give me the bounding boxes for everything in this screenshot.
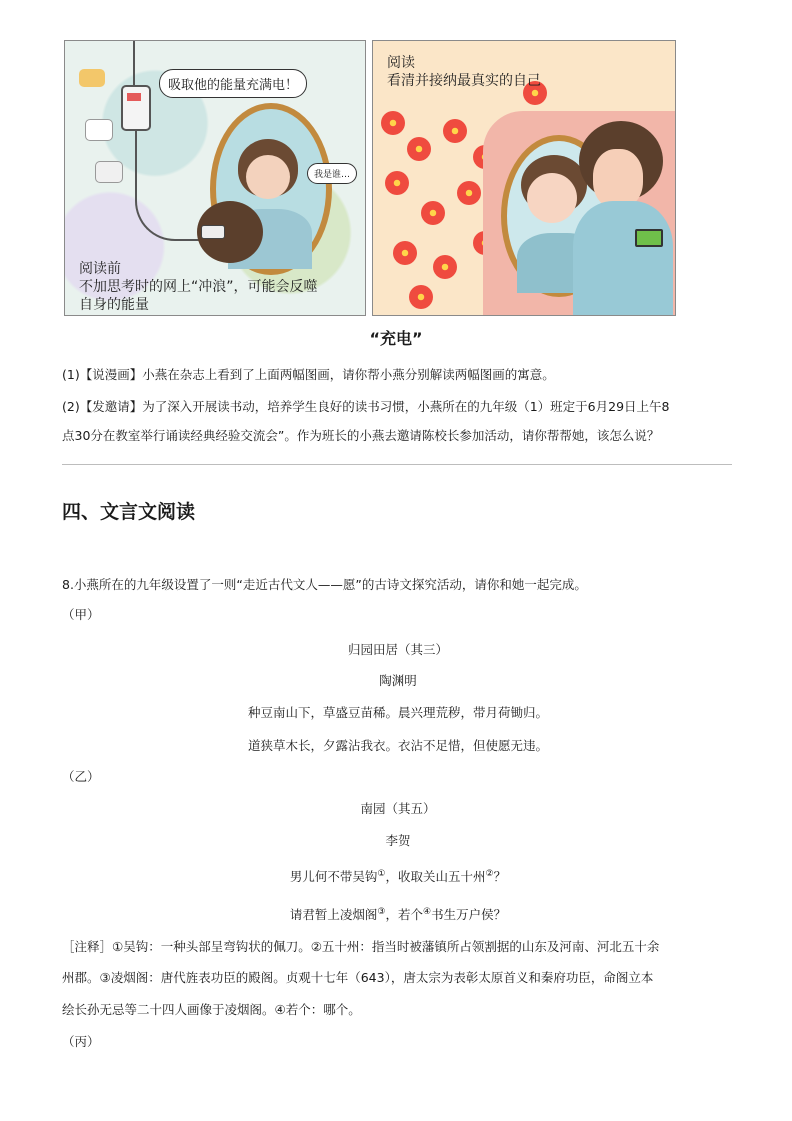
flower-decoration [393, 241, 417, 265]
caption-title: 阅读 [387, 55, 415, 71]
annotation-line: 州郡。③凌烟阁：唐代旌表功臣的殿阁。贞观十七年（643），唐太宗为表彰太原首义和秦府功臣，命阁立本 [62, 970, 654, 985]
poem2-text: 请君暂上凌烟阁 [289, 907, 378, 922]
reading-intro: 8.小燕所在的九年级设置了一则“走近古代文人——愿”的古诗文探究活动，请你和她一起完成。 [62, 577, 587, 592]
caption-title: 阅读前 [79, 261, 121, 277]
label-yi: （乙） [62, 769, 100, 784]
flower-decoration [407, 137, 431, 161]
poem2-text: ，收取关山五十州 [385, 869, 486, 884]
poem2-text: ，若个 [385, 907, 423, 922]
caption-line: 不加思考时的网上“冲浪”，可能会反噬 [79, 279, 318, 295]
poem2-text: 书生万户侯？ [431, 907, 507, 922]
chat-bubble-icon [79, 69, 105, 87]
phone-icon [121, 85, 151, 131]
flower-decoration [385, 171, 409, 195]
charging-cable [133, 41, 135, 85]
plug-icon [201, 225, 225, 239]
comic-title: “充电” [369, 329, 423, 348]
poem1-line: 道狭草木长，夕露沾我衣。衣沾不足惜，但使愿无违。 [247, 738, 548, 753]
caption-line: 看清并接纳最真实的自己 [387, 73, 541, 89]
poem2-line [62, 867, 734, 885]
note-marker: ③ [377, 906, 386, 917]
poem1-title: 归园田居（其三） [347, 642, 448, 657]
comic-panel-reading [372, 40, 676, 316]
label-jia: （甲） [62, 607, 100, 622]
flower-decoration [409, 285, 433, 309]
flower-decoration [443, 119, 467, 143]
comic-panel-before-reading [64, 40, 366, 316]
heart-chat-icon [85, 119, 113, 141]
question-2-line: (2)【发邀请】为了深入开展读书动，培养学生良好的读书习惯，小燕所在的九年级（1）班定于6月29日上午8 [62, 399, 670, 414]
annotation-line: ［注释］①吴钩：一种头部呈弯钩状的佩刀。②五十州：指当时被藩镇所占领割据的山东及河南、河北五十余 [62, 939, 660, 954]
speech-bubble-small: 我是谁… [307, 163, 357, 184]
battery-full-icon [635, 229, 663, 247]
caption-line: 自身的能量 [79, 297, 149, 313]
poem2-title: 南园（其五） [360, 801, 436, 816]
flower-decoration [381, 111, 405, 135]
poem2-text: 男儿何不带吴钩 [289, 869, 378, 884]
flower-decoration [421, 201, 445, 225]
note-marker: ④ [423, 906, 432, 917]
section-divider [62, 464, 732, 465]
poem2-line [62, 905, 734, 923]
flower-decoration [433, 255, 457, 279]
speech-bubble-main: 吸取他的能量充满电！ [159, 69, 307, 98]
poem2-text: ？ [493, 869, 507, 884]
note-marker: ① [377, 868, 386, 879]
section-title: 四、文言文阅读 [62, 501, 196, 523]
like-chat-icon [95, 161, 123, 183]
question-2-line: 点30分在教室举行诵读经典经验交流会”。作为班长的小燕去邀请陈校长参加活动，请你帮帮她，该怎么说？ [62, 428, 660, 443]
label-bing: （丙） [62, 1034, 100, 1049]
flower-decoration [457, 181, 481, 205]
note-marker: ② [485, 868, 494, 879]
poem1-line: 种豆南山下，草盛豆苗稀。晨兴理荒秽，带月荷锄归。 [247, 705, 548, 720]
poem2-author: 李贺 [385, 833, 411, 848]
annotation-line: 绘长孙无忌等二十四人画像于凌烟阁。④若个：哪个。 [62, 1002, 361, 1017]
poem1-author: 陶渊明 [379, 673, 417, 688]
question-1: (1)【说漫画】小燕在杂志上看到了上面两幅图画，请你帮小燕分别解读两幅图画的寓意。 [62, 367, 555, 382]
